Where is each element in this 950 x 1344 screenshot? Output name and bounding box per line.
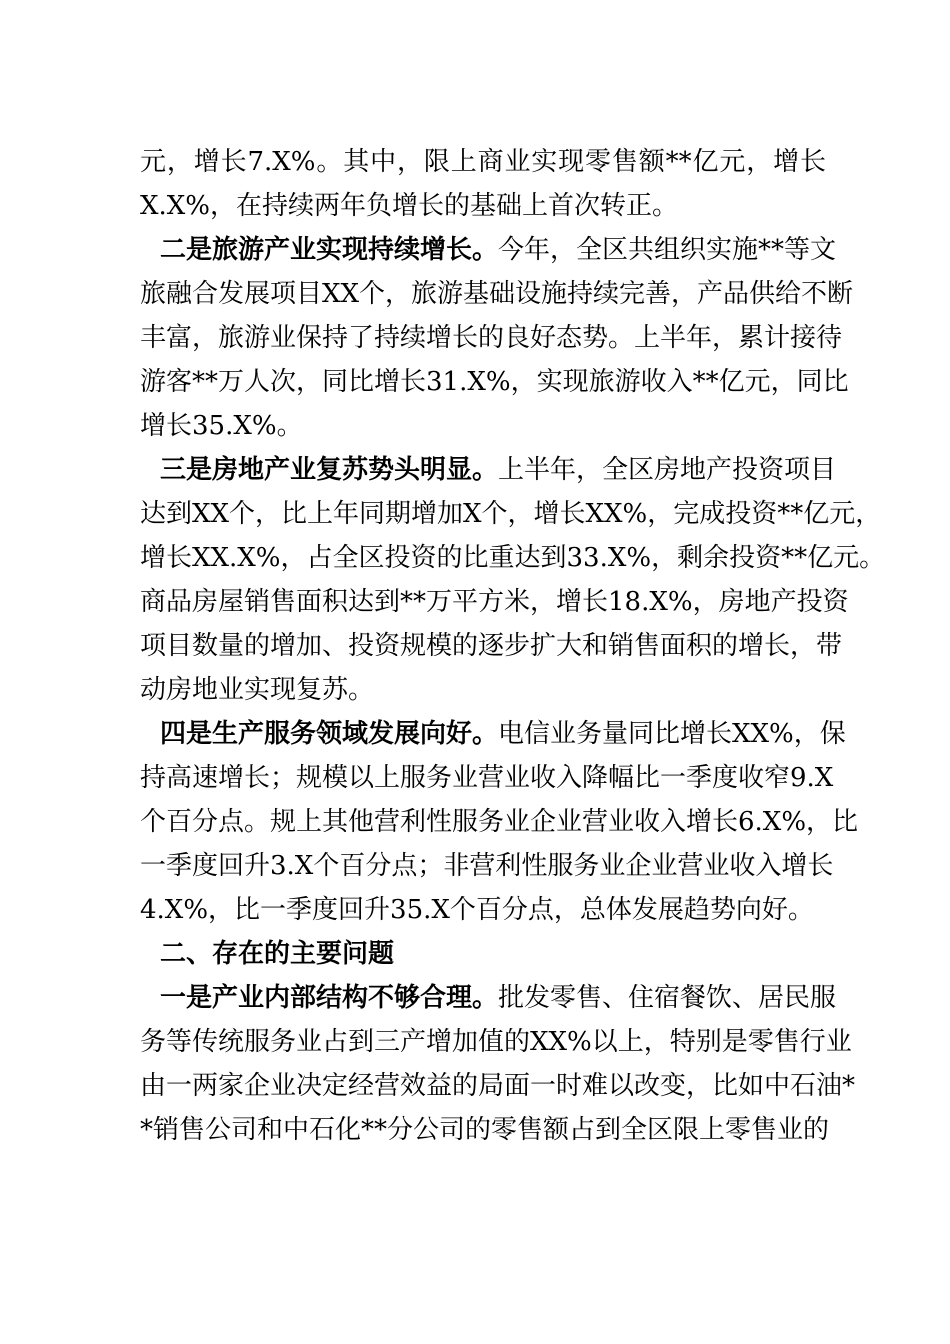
text-line: 增长35.X%。 xyxy=(140,411,303,441)
text-line: 增长XX.X%，占全区投资的比重达到33.X%，剩余投资**亿元。 xyxy=(140,543,886,573)
text-line: X.X%，在持续两年负增长的基础上首次转正。 xyxy=(140,191,678,221)
text-line: 达到XX个，比上年同期增加X个，增长XX%，完成投资**亿元， xyxy=(140,499,882,529)
text-line: *销售公司和中石化**分公司的零售额占到全区限上零售业的 xyxy=(140,1115,830,1145)
text-line: 动房地业实现复苏。 xyxy=(140,675,375,705)
paragraph-lead-line xyxy=(140,448,837,492)
text-segment: 上半年，全区房地产投资项目 xyxy=(498,455,837,485)
text-line: 4.X%，比一季度回升35.X个百分点，总体发展趋势向好。 xyxy=(140,895,814,925)
text-segment: 今年，全区共组织实施**等文 xyxy=(498,235,837,265)
text-line: 商品房屋销售面积达到**万平方米，增长18.X%，房地产投资 xyxy=(140,587,849,617)
paragraph-lead: 二是旅游产业实现持续增长。 xyxy=(160,235,499,265)
text-line: 持高速增长；规模以上服务业营业收入降幅比一季度收窄9.X xyxy=(140,763,834,793)
text-line: 游客**万人次，同比增长31.X%，实现旅游收入**亿元，同比 xyxy=(140,367,849,397)
text-line: 丰富，旅游业保持了持续增长的良好态势。上半年，累计接待 xyxy=(140,323,843,353)
text-line: 一季度回升3.X个百分点；非营利性服务业企业营业收入增长 xyxy=(140,851,834,881)
paragraph-lead: 一是产业内部结构不够合理。 xyxy=(160,983,499,1013)
text-line: 旅融合发展项目XX个，旅游基础设施持续完善，产品供给不断 xyxy=(140,279,854,309)
section-heading: 二、存在的主要问题 xyxy=(160,939,395,969)
text-line: 个百分点。规上其他营利性服务业企业营业收入增长6.X%，比 xyxy=(140,807,859,837)
text-segment: 批发零售、住宿餐饮、居民服 xyxy=(498,983,837,1013)
paragraph-lead: 四是生产服务领域发展向好。 xyxy=(160,719,499,749)
text-segment: 电信业务量同比增长XX%，保 xyxy=(498,719,846,749)
paragraph-lead-line xyxy=(140,976,837,1020)
paragraph-lead-line xyxy=(140,228,837,272)
text-line: 务等传统服务业占到三产增加值的XX%以上，特别是零售行业 xyxy=(140,1027,852,1057)
text-line: 项目数量的增加、投资规模的逐步扩大和销售面积的增长，带 xyxy=(140,631,843,661)
text-line: 由一两家企业决定经营效益的局面一时难以改变，比如中石油* xyxy=(140,1071,856,1101)
text-line: 元，增长7.X%。其中，限上商业实现零售额**亿元，增长 xyxy=(140,147,826,177)
paragraph-lead: 三是房地产业复苏势头明显。 xyxy=(160,455,499,485)
paragraph-lead-line xyxy=(140,712,846,756)
